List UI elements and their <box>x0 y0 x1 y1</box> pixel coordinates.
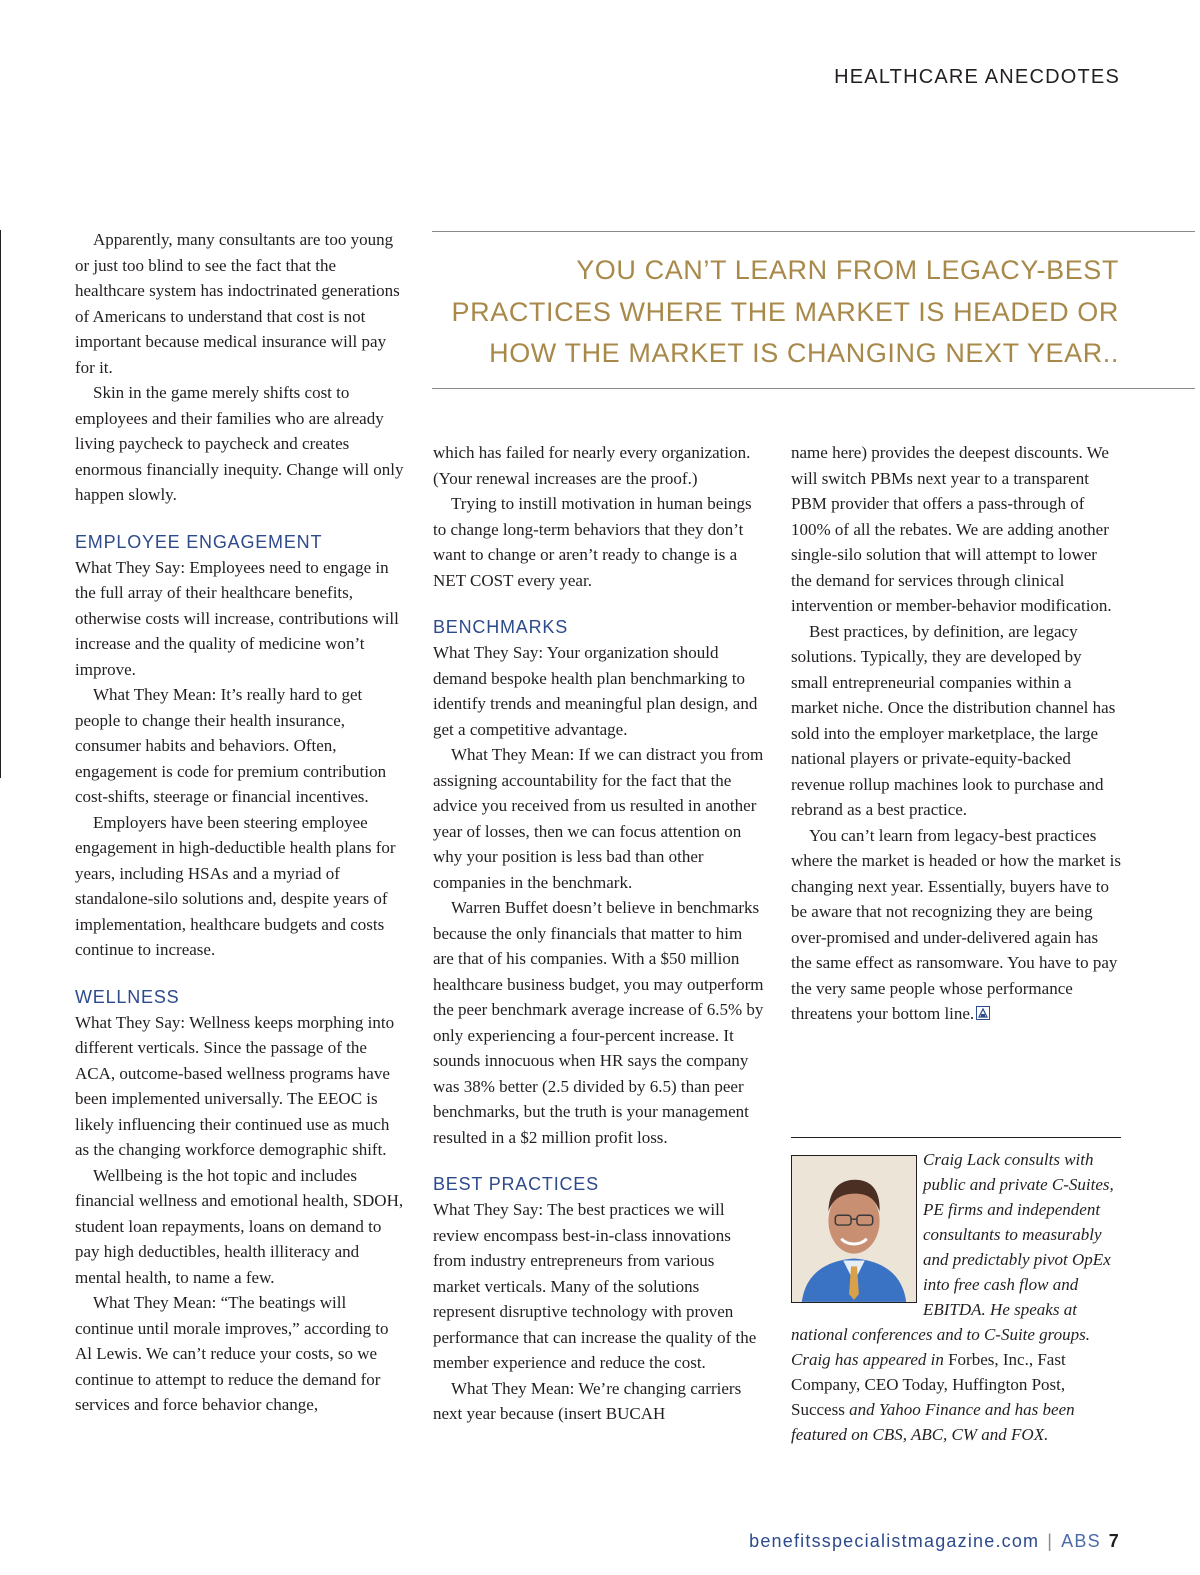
bio-publication-yahoo: Yahoo Finance <box>878 1400 981 1419</box>
bio-divider <box>791 1137 1121 1138</box>
page-number: 7 <box>1108 1531 1120 1551</box>
paragraph: What They Say: Wellness keeps morphing into different verticals. Since the passage of the ACA, outcome-based wellness programs have been implemented universally. The EEOC is likely influencing their continued use as much as the changing workforce demographic shift. <box>75 1012 395 1159</box>
pull-quote-text: YOU CAN’T LEARN FROM LEGACY-BEST PRACTICES WHERE THE MARKET IS HEADED OR HOW THE MARKET IS CHANGING NEXT YEAR.. <box>451 255 1119 368</box>
paragraph-text: You can’t learn from legacy-best practices where the market is headed or how the market is changing next year. Essentially, buyers have to be aware that not recognizing they are being over-promised and under-delivered again has the same effect as ransomware. You have to pay the very same people whose performance threatens your bottom line. <box>791 825 1121 1023</box>
paragraph: What They Say: Employees need to engage in the full array of their healthcare benefits, otherwise costs will increase, contributions will increase and the quality of medicine won’t improve. <box>75 557 399 679</box>
section-header: HEALTHCARE ANECDOTES <box>834 66 1120 88</box>
bio-text: Craig Lack consults with public and private C-Suites, PE firms and independent consultants to measurably and predictably pivot OpEx into free cash flow and EBITDA. He speaks at national conferences and to C-Suite groups. Craig has appeared in <box>791 1150 1114 1369</box>
pull-quote <box>432 231 1195 389</box>
paragraph: What They Mean: If we can distract you from assigning accountability for the fact that the advice you received from us resulted in another year of losses, then we can focus attention on why your position is less bad than other companies in the benchmark. <box>433 745 764 892</box>
article-column-2 <box>433 440 765 1427</box>
footer-website: benefitsspecialistmagazine.com <box>749 1531 1040 1551</box>
paragraph: What They Mean: It’s really hard to get people to change their health insurance, consumer habits and behaviors. Often, engagement is code for premium contribution cost-shifts, steerage or financial incentives. <box>75 685 387 806</box>
paragraph: Wellbeing is the hot topic and includes financial wellness and emotional health, SDOH, student loan repayments, loans on demand to pay high deductibles, health illiteracy and mental health, to name a few. <box>75 1165 404 1287</box>
paragraph: Employers have been steering employee engagement in high-deductible health plans for years, including HSAs and a myriad of standalone-silo solutions and, despite years of implementation, healthcare budgets and costs continue to increase. <box>75 812 396 959</box>
paragraph: What They Mean: “The beatings will continue until morale improves,” according to Al Lewis. We can’t reduce your costs, so we continue to attempt to reduce the demand for services and force behavior change, <box>75 1293 389 1414</box>
article-column-3 <box>791 440 1121 1027</box>
paragraph: Warren Buffet doesn’t believe in benchmarks because the only financials that matter to him are that of his companies. With a $50 million healthcare business budget, you may outperform the peer benchmark average increase of 6.5% by only experiencing a four-percent increase. It sounds innocuous when HR says the company was 38% better (2.5 divided by 6.5) than peer benchmarks, but the truth is your management resulted in a $2 million profit loss. <box>433 898 764 1147</box>
bio-publications: Forbes, Inc., Fast Company, CEO Today, Huffington Post, Success <box>791 1350 1066 1419</box>
paragraph: Apparently, many consultants are too young or just too blind to see the fact that the healthcare system has indoctrinated generations of Americans to understand that cost is not important because medical insurance will pay for it. <box>75 230 400 377</box>
heading-benchmarks: BENCHMARKS <box>433 617 569 637</box>
bio-text: and <box>844 1400 879 1419</box>
footer-publication: ABS <box>1061 1531 1101 1551</box>
paragraph: which has failed for nearly every organization. (Your renewal increases are the proof.) <box>433 443 751 488</box>
paragraph: name here) provides the deepest discounts. We will switch PBMs next year to a transparent PBM provider that offers a pass-through of 100% of all the rebates. We are adding another single-silo solution that will attempt to lower the demand for services through clinical intervention or member-behavior modification. <box>791 443 1112 615</box>
footer-separator: | <box>1047 1531 1054 1551</box>
bio-text: and has been featured on CBS, ABC, CW and FOX. <box>791 1400 1075 1444</box>
paragraph: What They Say: The best practices we will review encompass best-in-class innovations from industry entrepreneurs from various market verticals. Many of the solutions represent disruptive technology with proven performance that can increase the quality of the member experience and reduce the cost. <box>433 1200 757 1372</box>
heading-best-practices: BEST PRACTICES <box>433 1174 599 1194</box>
author-bio <box>791 1147 1121 1447</box>
article-column-1 <box>75 227 407 1418</box>
author-photo <box>791 1155 917 1303</box>
paragraph: What They Mean: We’re changing carriers next year because (insert BUCAH <box>433 1378 742 1423</box>
paragraph: What They Say: Your organization should demand bespoke health plan benchmarking to identify trends and meaningful plan design, and get a competitive advantage. <box>433 643 758 739</box>
paragraph: Best practices, by definition, are legacy solutions. Typically, they are developed by small entrepreneurial companies within a market niche. Once the distribution channel has sold into the employer marketplace, the large national players or private-equity-backed revenue rollup machines look to purchase and rebrand as a best practice. <box>791 621 1116 819</box>
left-margin-rule <box>0 230 1 778</box>
end-mark-icon <box>976 1006 990 1020</box>
paragraph: Trying to instill motivation in human beings to change long-term behaviors that they don’t want to change or aren’t ready to change is a NET COST every year. <box>433 494 752 590</box>
heading-employee-engagement: EMPLOYEE ENGAGEMENT <box>75 531 323 552</box>
paragraph: Skin in the game merely shifts cost to employees and their families who are already living paycheck to paycheck and creates enormous financially inequity. Change will only happen slowly. <box>75 383 404 504</box>
paragraph <box>791 823 1121 1027</box>
heading-wellness: WELLNESS <box>75 986 180 1007</box>
page-footer <box>749 1531 1120 1552</box>
